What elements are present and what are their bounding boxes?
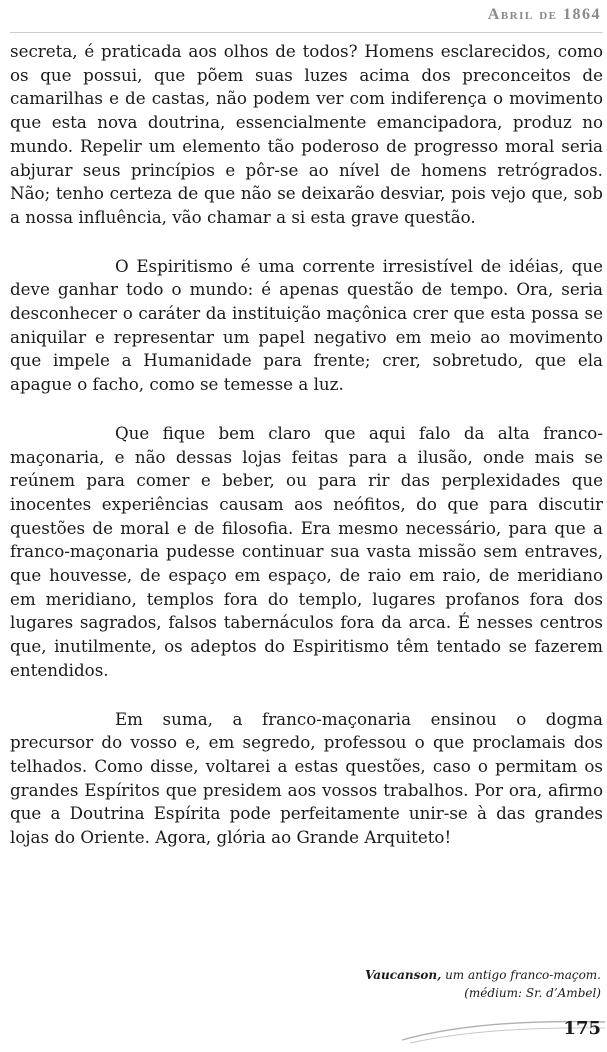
running-header: Abril de 1864 bbox=[487, 6, 601, 23]
paragraph-franco-maconaria: Que fique bem claro que aqui falo da alta franco-maçonaria, e não dessas lojas feitas para a ilusão, onde mais se reúnem para comer e beber, ou para rir das perplexidades que inocentes experiências causam aos neófitos, do que para discutir questões de moral e de filosofia. Era mesmo necessário, para que a franco-maçonaria pudesse continuar sua vasta missão sem entraves, que houvesse, de espaço em espaço, de raio em raio, de meridiano em meridiano, templos fora do templo, lugares profanos fora dos lugares sagrados, falsos tabernáculos fora da arca. É nesses centros que, inutilmente, os adeptos do Espiritismo têm tentado se fazerem entendidos. bbox=[10, 422, 603, 680]
signature-descriptor: um antigo franco-maçom. bbox=[445, 968, 601, 982]
body-text bbox=[10, 40, 603, 875]
signature-medium: (médium: Sr. d’Ambel) bbox=[464, 986, 601, 1000]
signature-author: Vaucanson, bbox=[365, 968, 442, 982]
page-number: 175 bbox=[563, 1018, 601, 1039]
paragraph-espiritismo: O Espiritismo é uma corrente irresistível de idéias, que deve ganhar todo o mundo: é apenas questão de tempo. Ora, seria desconhecer o caráter da instituição maçônica crer que esta possa se aniquilar e representar um papel negativo em meio ao movimento que impele a Humanidade para frente; crer, sobretudo, que ela apague o facho, como se temesse a luz. bbox=[10, 255, 603, 395]
paragraph-em-suma: Em suma, a franco-maçonaria ensinou o dogma precursor do vosso e, em segredo, professou o que proclamais dos telhados. Como disse, voltarei a estas questões, caso o permitam os grandes Espíritos que presidem aos vossos trabalhos. Por ora, afirmo que a Doutrina Espírita pode perfeitamente unir-se à das grandes lojas do Oriente. Agora, glória ao Grande Arquiteto! bbox=[10, 708, 603, 848]
header-rule bbox=[10, 32, 603, 33]
paragraph-continuation: secreta, é praticada aos olhos de todos? Homens esclarecidos, como os que possui, que põem suas luzes acima dos preconceitos de camarilhas e de castas, não podem ver com indiferença o movimento que esta nova doutrina, essencialmente emancipadora, produz no mundo. Repelir um elemento tão poderoso de progresso moral seria abjurar seus princípios e pôr-se ao nível de homens retrógrados. Não; tenho certeza de que não se deixarão desviar, pois vejo que, sob a nossa influência, vão chamar a si esta grave questão. bbox=[10, 41, 603, 227]
signature-line bbox=[365, 966, 601, 984]
signature-block bbox=[365, 966, 601, 1002]
